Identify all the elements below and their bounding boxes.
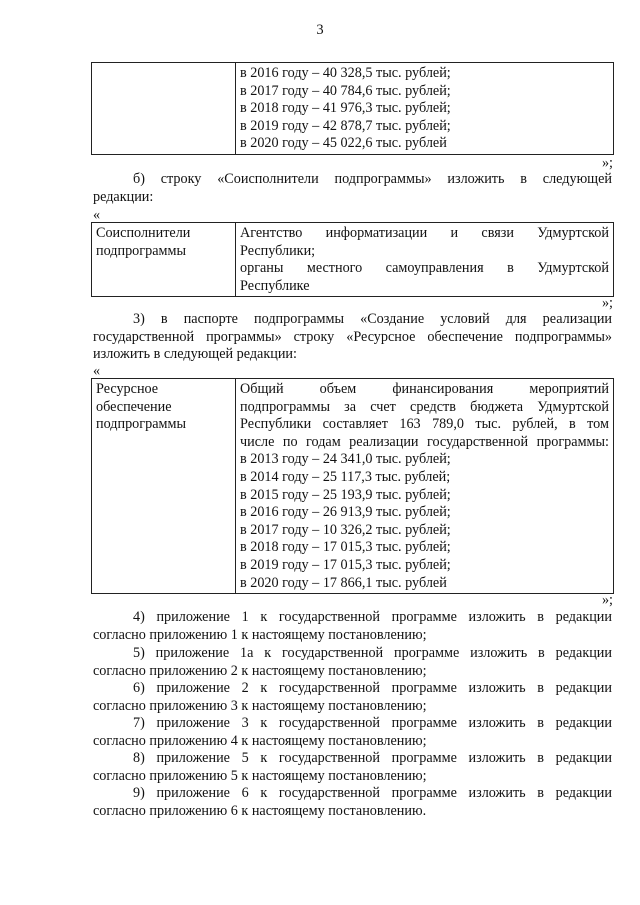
table2-left-cell: Соисполнители подпрограммы — [92, 223, 236, 297]
table1-left-cell — [92, 63, 236, 155]
table1-line: в 2016 году – 40 328,5 тыс. рублей; — [240, 65, 451, 81]
table1-right-cell — [236, 63, 614, 155]
table1-line: в 2020 году – 45 022,6 тыс. рублей — [240, 135, 447, 152]
list-item-9: 9) приложение 6 к государственной программе изложить в редакции согласно приложению 6 к настоящему постановлению. — [93, 785, 612, 819]
list-item-6: 6) приложение 2 к государственной программе изложить в редакции согласно приложению 3 к настоящему постановлению; — [93, 680, 612, 714]
list-item-7: 7) приложение 3 к государственной программе изложить в редакции согласно приложению 4 к настоящему постановлению; — [93, 715, 612, 749]
table1-line: в 2017 году – 40 784,6 тыс. рублей; — [240, 82, 451, 99]
table1-line: в 2019 году – 42 878,7 тыс. рублей; — [240, 117, 451, 134]
table-resource-provision — [91, 378, 614, 594]
table-funding-continuation — [91, 62, 614, 155]
table1-line: в 2018 году – 41 976,3 тыс. рублей; — [240, 100, 451, 117]
closing-quote-1: »; — [601, 155, 613, 171]
table3-right-cell: Общий объем финансирования мероприятий подпрограммы за счет средств бюджета Удмуртской Республики составляет 163 789,0 тыс. рублей, в том числе по годам реализации государственной программы: в 2013 году – 24 341,0 тыс. рублей; в 2014 году – 25 117,3 тыс. рублей; в 2015 году – 25 193,9 тыс. рублей; в 2016 году – 26 913,9 тыс. рублей; в 2017 году – 10 326,2 тыс. рублей; в 2018 году – 17 015,3 тыс. рублей; в 2019 году – 17 015,3 тыс. рублей; в 2020 году – 17 866,1 тыс. рублей — [236, 379, 614, 594]
list-item-8: 8) приложение 5 к государственной программе изложить в редакции согласно приложению 5 к настоящему постановлению; — [93, 750, 612, 784]
list-item-4: 4) приложение 1 к государственной программе изложить в редакции согласно приложению 1 к настоящему постановлению; — [93, 609, 612, 643]
paragraph-3: 3) в паспорте подпрограммы «Создание условий для реализации государственной программы» строку «Ресурсное обеспечение подпрограммы» изложить в следующей редакции: — [93, 311, 612, 363]
list-item-5: 5) приложение 1а к государственной программе изложить в редакции согласно приложению 2 к настоящему постановлению; — [93, 645, 612, 679]
table2-right-cell: Агентство информатизации и связи Удмуртской Республики; органы местного самоуправления в Удмуртской Республике — [236, 223, 614, 297]
table3-left-cell: Ресурсное обеспечение подпрограммы — [92, 379, 236, 594]
opening-quote-3: « — [93, 363, 101, 379]
closing-quote-2: »; — [601, 295, 613, 311]
page-number: 3 — [316, 22, 324, 38]
table-coexecutors — [91, 222, 614, 297]
opening-quote-2: « — [93, 207, 101, 223]
closing-quote-3: »; — [601, 592, 613, 608]
paragraph-b: б) строку «Соисполнители подпрограммы» изложить в следующей редакции: — [93, 171, 612, 205]
